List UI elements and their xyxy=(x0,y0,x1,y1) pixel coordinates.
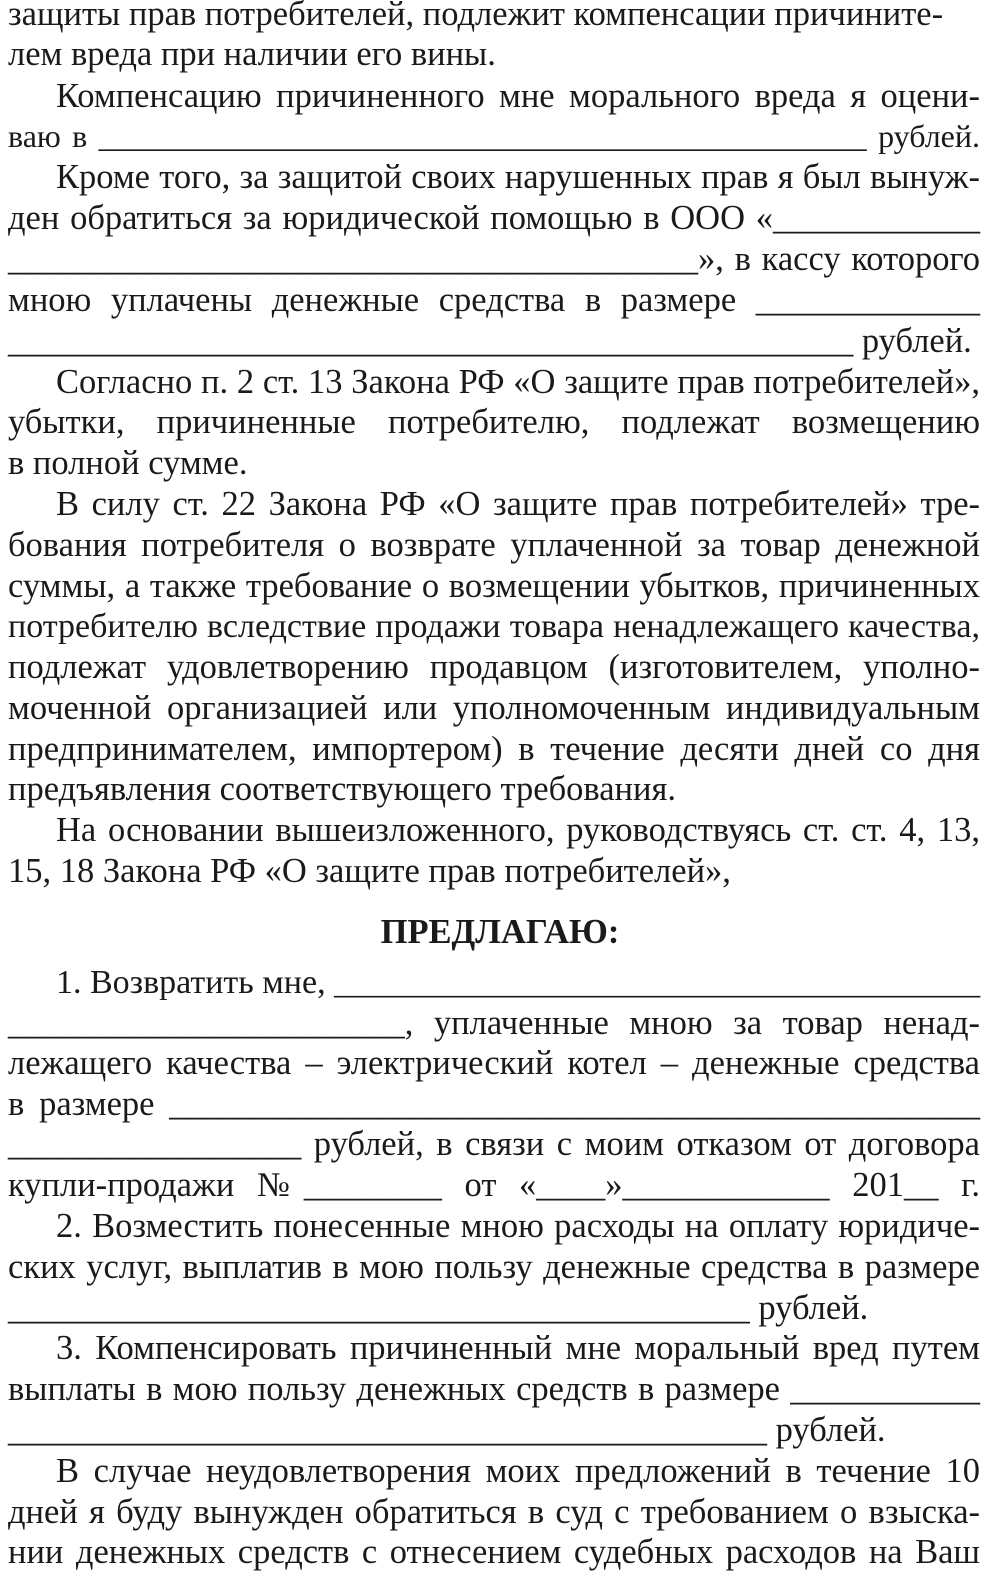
text-line: мною уплачены денежные средства в размере _____________ xyxy=(8,281,980,319)
text-line: Кроме того, за защитой своих нарушенных прав я был вынуж- xyxy=(56,158,980,196)
text-line: дней я буду вынужден обратиться в суд с требованием о взыска- xyxy=(8,1493,980,1531)
text-line: ден обратиться за юридической помощью в ООО «____________ xyxy=(8,199,980,237)
text-line: купли-продажи №________ от «____»____________ 201__ г. xyxy=(8,1166,980,1204)
text-line: предъявления соответствующего требования. xyxy=(8,770,676,808)
text-line: ________________________________________», в кассу которого xyxy=(8,240,980,278)
text-line: ваю в ________________________________________________ рублей. xyxy=(8,118,980,154)
text-line: нии денежных средств с отнесением судебных расходов на Ваш xyxy=(8,1533,980,1571)
text-line: убытки, причиненные потребителю, подлежат возмещению xyxy=(8,403,980,441)
text-line: выплаты в мою пользу денежных средств в размере ___________ xyxy=(8,1370,980,1408)
text-line: В случае неудовлетворения моих предложений в течение 10 xyxy=(56,1452,980,1490)
text-line: ских услуг, выплатив в мою пользу денежные средства в размере xyxy=(8,1248,980,1286)
text-line: суммы, а также требование о возмещении убытков, причиненных xyxy=(8,567,980,605)
text-line: предпринимателем, импортером) в течение десяти дней со дня xyxy=(8,730,980,768)
text-line: лем вреда при наличии его вины. xyxy=(8,35,496,73)
text-line: _______________________, уплаченные мною за товар ненад- xyxy=(8,1004,980,1042)
text-line: моченной организацией или уполномоченным индивидуальным xyxy=(8,689,980,727)
text-line: в размере _______________________________________________ xyxy=(8,1085,980,1123)
text-line: _________________ рублей, в связи с моим отказом от договора xyxy=(8,1125,980,1163)
text-line: 1. Возвратить мне, ______________________________________ xyxy=(56,964,981,1001)
text-line: Согласно п. 2 ст. 13 Закона РФ «О защите прав потребителей», xyxy=(56,363,980,401)
text-line: 15, 18 Закона РФ «О защите прав потребителей», xyxy=(8,852,731,890)
text-line: потребителю вследствие продажи товара ненадлежащего качества, xyxy=(8,608,980,645)
text-line: подлежат удовлетворению продавцом (изготовителем, уполно- xyxy=(8,648,980,686)
text-line: Компенсацию причиненного мне морального вреда я оцени- xyxy=(56,77,980,115)
text-line: защиты прав потребителей, подлежит компенсации причините- xyxy=(8,0,944,33)
text-line: 2. Возместить понесенные мною расходы на оплату юридиче- xyxy=(56,1207,980,1245)
text-line: ____________________________________________ рублей. xyxy=(8,1411,886,1449)
text-line: в полной сумме. xyxy=(8,444,248,482)
text-line: В силу ст. 22 Закона РФ «О защите прав потребителей» тре- xyxy=(56,485,980,523)
text-line: бования потребителя о возврате уплаченной за товар денежной xyxy=(8,526,980,564)
text-line: _________________________________________________ рублей. xyxy=(8,322,972,360)
text-line: На основании вышеизложенного, руководствуясь ст. ст. 4, 13, xyxy=(56,811,980,849)
text-line: 3. Компенсировать причиненный мне моральный вред путем xyxy=(56,1329,980,1367)
text-line: лежащего качества – электрический котел – денежные средства xyxy=(8,1044,980,1082)
text-line: ___________________________________________ рублей. xyxy=(8,1289,869,1327)
section-heading: ПРЕДЛАГАЮ: xyxy=(380,913,620,951)
